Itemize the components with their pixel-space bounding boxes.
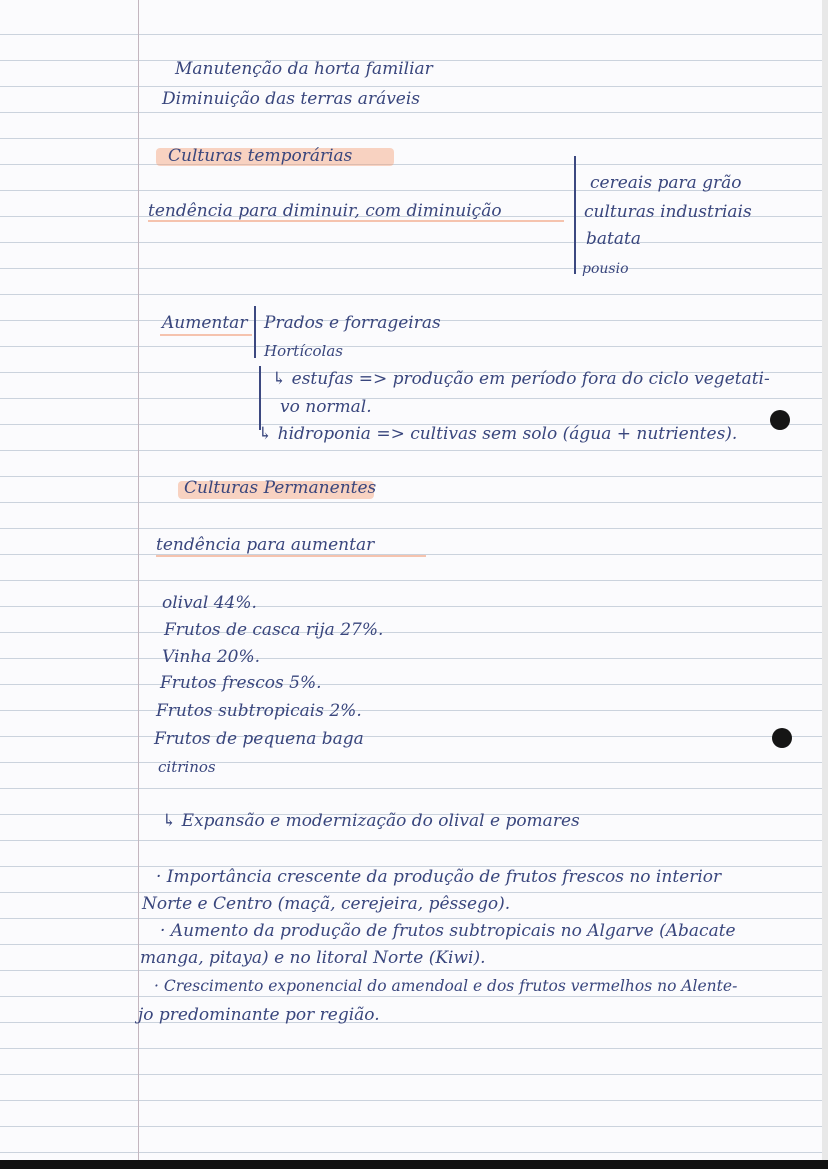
permanentes-item: Frutos subtropicais 2%. [156,701,362,721]
note-line: jo predominante por região. [138,1005,380,1025]
note-line: · Aumento da produção de frutos subtropicais no Algarve (Abacate [160,921,736,941]
heading-temporarias: Culturas temporárias [168,146,353,166]
permanentes-trend: tendência para aumentar [156,535,375,555]
temporarias-item: batata [586,229,641,249]
binder-hole [770,410,790,430]
note-line: · Importância crescente da produção de frutos frescos no interior [156,867,722,887]
estufas-line-2: vo normal. [280,397,372,417]
temporarias-item: culturas industriais [584,202,752,222]
estufas-line-1: ↳ estufas => produção em período fora do ciclo vegetati- [272,369,770,389]
temporarias-item: pousio [582,261,629,277]
note-line: · Crescimento exponencial do amendoal e dos frutos vermelhos no Alente- [154,977,738,995]
horticolas-bracket [259,366,261,430]
permanentes-item: Vinha 20%. [162,647,261,667]
aumentar-label: Aumentar [162,313,248,333]
header-line-2: Diminuição das terras aráveis [162,89,421,109]
permanentes-item: Frutos frescos 5%. [160,673,322,693]
aumentar-item: Hortícolas [264,342,343,360]
temporarias-item: cereais para grão [590,173,742,193]
scan-border [0,1160,828,1169]
note-line: manga, pitaya) e no litoral Norte (Kiwi). [140,948,486,968]
heading-permanentes: Culturas Permanentes [184,478,377,498]
temporarias-bracket [574,156,576,274]
permanentes-item: olival 44%. [162,593,257,613]
page-edge [822,0,828,1160]
temporarias-trend: tendência para diminuir, com diminuição [148,201,502,221]
header-line-1: Manutenção da horta familiar [175,59,433,79]
aumentar-item: Prados e forrageiras [264,313,441,333]
permanentes-item: Frutos de pequena baga [154,729,364,749]
permanentes-item: citrinos [158,758,216,776]
hidroponia-line: ↳ hidroponia => cultivas sem solo (água + nutrientes). [258,424,738,444]
permanentes-item: Frutos de casca rija 27%. [164,620,384,640]
expansion-line: ↳ Expansão e modernização do olival e pomares [162,811,580,831]
aumentar-bracket [254,306,256,358]
margin-line [138,0,139,1160]
note-line: Norte e Centro (maçã, cerejeira, pêssego). [142,894,511,914]
binder-hole [772,728,792,748]
aumentar-underline [160,334,252,336]
